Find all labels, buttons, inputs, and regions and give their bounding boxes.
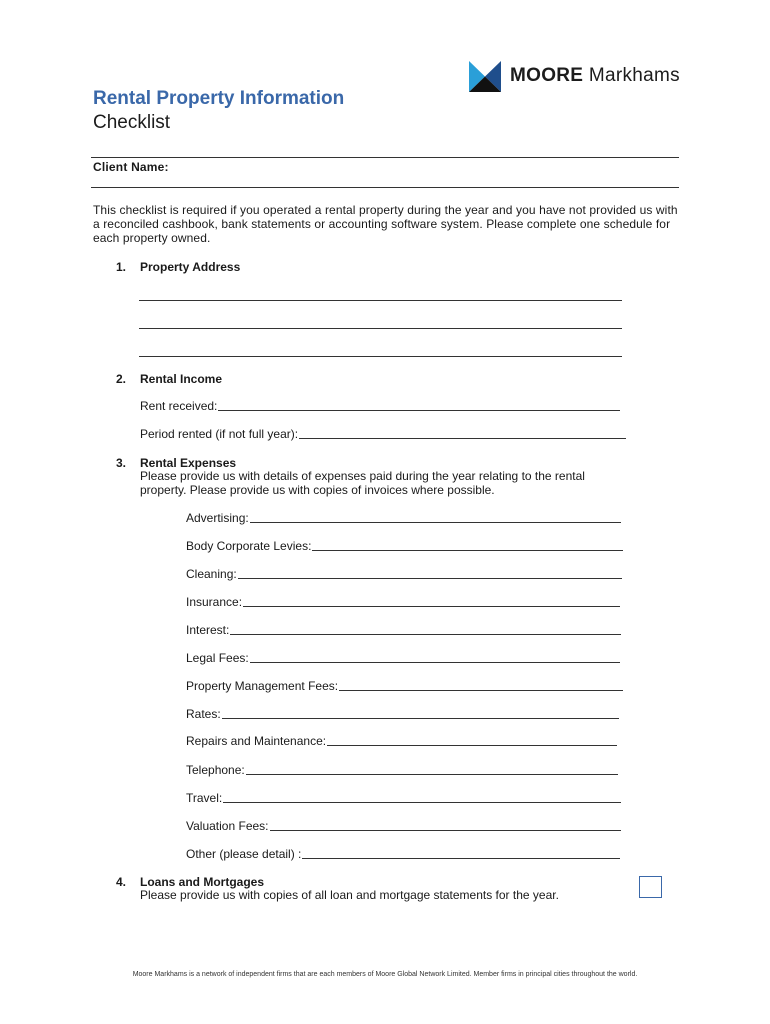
loans-checkbox[interactable] <box>639 876 662 898</box>
expense-field-body-corporate[interactable]: Body Corporate Levies: <box>186 539 623 553</box>
section-1-number: 1. <box>116 260 127 274</box>
section-2-heading: Rental Income <box>140 372 223 386</box>
expense-field-insurance[interactable]: Insurance: <box>186 595 620 609</box>
document-subtitle: Checklist <box>93 112 171 133</box>
section-1-heading: Property Address <box>140 260 241 274</box>
brand-name: MOORE Markhams <box>510 65 680 86</box>
address-line-2[interactable] <box>139 328 622 329</box>
section-2-number: 2. <box>116 372 127 386</box>
moore-logo-icon <box>469 61 501 92</box>
client-name-label: Client Name: <box>93 160 169 174</box>
rent-received-field[interactable]: Rent received: <box>140 399 620 413</box>
expense-field-telephone[interactable]: Telephone: <box>186 763 618 777</box>
footer-note: Moore Markhams is a network of independent firms that are each members of Moore Global Network Limited. Member firms in principal cities throughout the world. <box>132 971 638 978</box>
section-4-heading: Loans and Mortgages <box>140 875 265 889</box>
period-rented-field[interactable]: Period rented (if not full year): <box>140 427 626 441</box>
moore-markhams-logo <box>469 60 680 92</box>
expense-field-cleaning[interactable]: Cleaning: <box>186 567 622 581</box>
expense-field-legal-fees[interactable]: Legal Fees: <box>186 651 620 665</box>
section-3-description: Please provide us with details of expenses paid during the year relating to the rental property. Please provide us with copies of invoices where possible. <box>140 469 585 497</box>
expense-field-interest[interactable]: Interest: <box>186 623 621 637</box>
expense-field-rates[interactable]: Rates: <box>186 707 619 721</box>
expense-field-travel[interactable]: Travel: <box>186 791 621 805</box>
expense-field-valuation[interactable]: Valuation Fees: <box>186 819 621 833</box>
address-line-1[interactable] <box>139 300 622 301</box>
section-4-number: 4. <box>116 875 127 889</box>
expense-field-advertising[interactable]: Advertising: <box>186 511 621 525</box>
client-top-rule <box>91 157 679 158</box>
section-4-description: Please provide us with copies of all loan and mortgage statements for the year. <box>140 888 559 902</box>
client-bottom-rule <box>91 187 679 188</box>
address-line-3[interactable] <box>139 356 622 357</box>
section-3-number: 3. <box>116 456 127 470</box>
document-title: Rental Property Information <box>93 88 345 109</box>
intro-paragraph: This checklist is required if you operated a rental property during the year and you have not provided us with a reconciled cashbook, bank statements or accounting software system. Please complete one schedule for each property owned. <box>93 203 678 245</box>
expense-field-other[interactable]: Other (please detail) : <box>186 847 620 861</box>
section-3-heading: Rental Expenses <box>140 456 237 470</box>
expense-field-repairs[interactable]: Repairs and Maintenance: <box>186 734 617 748</box>
expense-field-property-management[interactable]: Property Management Fees: <box>186 679 623 693</box>
